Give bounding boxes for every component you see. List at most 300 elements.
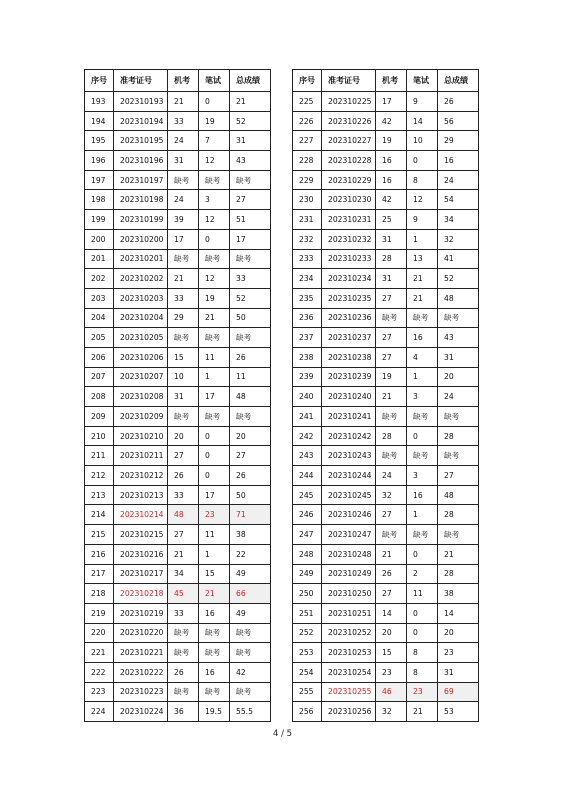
cell-computer-score: 缺考 (376, 308, 407, 328)
cell-computer-score: 27 (168, 446, 199, 466)
cell-ticket-number: 202310216 (114, 544, 168, 564)
cell-written-score: 缺考 (407, 308, 438, 328)
cell-total-score: 11 (230, 367, 271, 387)
cell-seq: 242 (293, 426, 322, 446)
cell-seq: 256 (293, 702, 322, 722)
cell-written-score: 12 (407, 190, 438, 210)
cell-seq: 233 (293, 249, 322, 269)
cell-written-score: 1 (199, 367, 230, 387)
header-total-score: 总成绩 (438, 70, 479, 92)
cell-written-score: 7 (199, 131, 230, 151)
table-row (293, 269, 479, 289)
cell-computer-score: 27 (376, 505, 407, 525)
cell-written-score: 3 (407, 387, 438, 407)
cell-seq: 253 (293, 643, 322, 663)
cell-total-score: 50 (230, 308, 271, 328)
cell-written-score: 10 (407, 131, 438, 151)
table-row (293, 485, 479, 505)
cell-ticket-number: 202310205 (114, 328, 168, 348)
cell-ticket-number: 202310234 (322, 269, 376, 289)
cell-computer-score: 14 (376, 603, 407, 623)
cell-total-score: 22 (230, 544, 271, 564)
table-row (85, 249, 271, 269)
cell-written-score: 11 (407, 584, 438, 604)
cell-seq: 228 (293, 151, 322, 171)
cell-seq: 235 (293, 288, 322, 308)
cell-total-score: 31 (438, 347, 479, 367)
cell-written-score: 15 (199, 564, 230, 584)
cell-computer-score: 42 (376, 111, 407, 131)
cell-seq: 217 (85, 564, 114, 584)
cell-total-score: 26 (230, 466, 271, 486)
header-seq: 序号 (85, 70, 114, 92)
cell-seq: 214 (85, 505, 114, 525)
cell-computer-score: 33 (168, 111, 199, 131)
cell-ticket-number: 202310199 (114, 210, 168, 230)
cell-ticket-number: 202310213 (114, 485, 168, 505)
table-row (293, 288, 479, 308)
table-row (85, 347, 271, 367)
cell-total-score: 16 (438, 151, 479, 171)
table-row (293, 347, 479, 367)
cell-total-score: 32 (438, 229, 479, 249)
cell-seq: 254 (293, 662, 322, 682)
cell-computer-score: 23 (376, 662, 407, 682)
cell-total-score: 53 (438, 702, 479, 722)
cell-ticket-number: 202310197 (114, 170, 168, 190)
cell-ticket-number: 202310230 (322, 190, 376, 210)
cell-ticket-number: 202310225 (322, 92, 376, 112)
cell-computer-score: 21 (376, 387, 407, 407)
cell-written-score: 12 (199, 269, 230, 289)
cell-seq: 251 (293, 603, 322, 623)
cell-total-score: 43 (230, 151, 271, 171)
cell-total-score: 28 (438, 564, 479, 584)
cell-written-score: 8 (407, 643, 438, 663)
table-row (85, 308, 271, 328)
cell-seq: 223 (85, 682, 114, 702)
cell-ticket-number: 202310196 (114, 151, 168, 171)
table-row (293, 367, 479, 387)
cell-written-score: 16 (199, 662, 230, 682)
table-row (293, 328, 479, 348)
cell-computer-score: 缺考 (168, 249, 199, 269)
cell-total-score: 缺考 (230, 623, 271, 643)
cell-written-score: 19 (199, 111, 230, 131)
table-row (85, 603, 271, 623)
cell-ticket-number: 202310255 (322, 682, 376, 702)
cell-total-score: 26 (438, 92, 479, 112)
cell-total-score: 29 (438, 131, 479, 151)
cell-total-score: 缺考 (230, 407, 271, 427)
cell-ticket-number: 202310227 (322, 131, 376, 151)
cell-seq: 255 (293, 682, 322, 702)
cell-written-score: 13 (407, 249, 438, 269)
cell-total-score: 51 (230, 210, 271, 230)
cell-total-score: 41 (438, 249, 479, 269)
cell-seq: 216 (85, 544, 114, 564)
cell-ticket-number: 202310249 (322, 564, 376, 584)
cell-computer-score: 29 (168, 308, 199, 328)
cell-seq: 227 (293, 131, 322, 151)
cell-seq: 211 (85, 446, 114, 466)
cell-ticket-number: 202310200 (114, 229, 168, 249)
cell-seq: 230 (293, 190, 322, 210)
cell-computer-score: 19 (376, 131, 407, 151)
cell-ticket-number: 202310231 (322, 210, 376, 230)
cell-written-score: 16 (199, 603, 230, 623)
cell-written-score: 11 (199, 347, 230, 367)
table-row (85, 623, 271, 643)
cell-computer-score: 27 (168, 525, 199, 545)
cell-seq: 245 (293, 485, 322, 505)
cell-total-score: 50 (230, 485, 271, 505)
cell-ticket-number: 202310226 (322, 111, 376, 131)
cell-seq: 210 (85, 426, 114, 446)
table-row (293, 564, 479, 584)
table-row (85, 407, 271, 427)
cell-written-score: 1 (199, 544, 230, 564)
table-row (293, 151, 479, 171)
cell-ticket-number: 202310239 (322, 367, 376, 387)
cell-ticket-number: 202310211 (114, 446, 168, 466)
cell-total-score: 48 (438, 485, 479, 505)
cell-ticket-number: 202310252 (322, 623, 376, 643)
cell-total-score: 14 (438, 603, 479, 623)
table-row (293, 229, 479, 249)
cell-seq: 199 (85, 210, 114, 230)
table-row (293, 544, 479, 564)
cell-written-score: 21 (407, 269, 438, 289)
cell-total-score: 缺考 (438, 525, 479, 545)
cell-written-score: 0 (199, 446, 230, 466)
cell-total-score: 54 (438, 190, 479, 210)
table-row (85, 229, 271, 249)
cell-ticket-number: 202310243 (322, 446, 376, 466)
cell-seq: 240 (293, 387, 322, 407)
cell-ticket-number: 202310203 (114, 288, 168, 308)
cell-computer-score: 10 (168, 367, 199, 387)
table-row (85, 702, 271, 722)
header-computer-exam: 机考 (168, 70, 199, 92)
cell-ticket-number: 202310253 (322, 643, 376, 663)
cell-seq: 244 (293, 466, 322, 486)
cell-computer-score: 缺考 (376, 407, 407, 427)
table-row (85, 564, 271, 584)
cell-computer-score: 36 (168, 702, 199, 722)
cell-computer-score: 46 (376, 682, 407, 702)
cell-ticket-number: 202310247 (322, 525, 376, 545)
table-row (85, 92, 271, 112)
cell-written-score: 0 (407, 426, 438, 446)
cell-computer-score: 25 (376, 210, 407, 230)
table-row (293, 682, 479, 702)
cell-total-score: 20 (438, 367, 479, 387)
cell-computer-score: 24 (168, 190, 199, 210)
table-row (85, 131, 271, 151)
cell-ticket-number: 202310220 (114, 623, 168, 643)
cell-ticket-number: 202310219 (114, 603, 168, 623)
cell-computer-score: 33 (168, 603, 199, 623)
cell-ticket-number: 202310236 (322, 308, 376, 328)
cell-total-score: 42 (230, 662, 271, 682)
cell-written-score: 2 (407, 564, 438, 584)
cell-total-score: 55.5 (230, 702, 271, 722)
cell-written-score: 缺考 (199, 170, 230, 190)
cell-total-score: 21 (230, 92, 271, 112)
cell-seq: 194 (85, 111, 114, 131)
cell-written-score: 缺考 (407, 446, 438, 466)
table-row (293, 131, 479, 151)
cell-computer-score: 24 (168, 131, 199, 151)
cell-total-score: 缺考 (230, 328, 271, 348)
table-row (85, 426, 271, 446)
cell-written-score: 0 (199, 92, 230, 112)
cell-computer-score: 31 (376, 229, 407, 249)
cell-ticket-number: 202310235 (322, 288, 376, 308)
cell-seq: 197 (85, 170, 114, 190)
cell-seq: 201 (85, 249, 114, 269)
cell-computer-score: 27 (376, 347, 407, 367)
cell-seq: 213 (85, 485, 114, 505)
cell-written-score: 缺考 (199, 643, 230, 663)
cell-computer-score: 缺考 (168, 407, 199, 427)
cell-total-score: 缺考 (230, 170, 271, 190)
cell-computer-score: 17 (168, 229, 199, 249)
table-row (85, 584, 271, 604)
cell-seq: 238 (293, 347, 322, 367)
cell-total-score: 26 (230, 347, 271, 367)
cell-computer-score: 27 (376, 328, 407, 348)
cell-written-score: 12 (199, 210, 230, 230)
cell-total-score: 49 (230, 564, 271, 584)
cell-ticket-number: 202310217 (114, 564, 168, 584)
cell-written-score: 0 (407, 151, 438, 171)
cell-total-score: 71 (230, 505, 271, 525)
cell-computer-score: 缺考 (376, 525, 407, 545)
cell-ticket-number: 202310198 (114, 190, 168, 210)
cell-seq: 250 (293, 584, 322, 604)
table-row (85, 111, 271, 131)
table-row (293, 446, 479, 466)
cell-written-score: 21 (199, 308, 230, 328)
cell-seq: 202 (85, 269, 114, 289)
cell-computer-score: 17 (376, 92, 407, 112)
cell-written-score: 23 (199, 505, 230, 525)
cell-ticket-number: 202310221 (114, 643, 168, 663)
table-row (85, 190, 271, 210)
cell-ticket-number: 202310244 (322, 466, 376, 486)
cell-ticket-number: 202310210 (114, 426, 168, 446)
cell-ticket-number: 202310250 (322, 584, 376, 604)
cell-written-score: 缺考 (199, 328, 230, 348)
cell-total-score: 缺考 (438, 446, 479, 466)
cell-ticket-number: 202310214 (114, 505, 168, 525)
page-number: 4 / 5 (272, 729, 293, 739)
cell-total-score: 28 (438, 505, 479, 525)
cell-ticket-number: 202310228 (322, 151, 376, 171)
cell-computer-score: 32 (376, 485, 407, 505)
cell-computer-score: 27 (376, 584, 407, 604)
cell-written-score: 缺考 (199, 682, 230, 702)
cell-seq: 195 (85, 131, 114, 151)
cell-seq: 198 (85, 190, 114, 210)
table-row (85, 367, 271, 387)
table-row (293, 249, 479, 269)
cell-seq: 193 (85, 92, 114, 112)
cell-total-score: 20 (230, 426, 271, 446)
cell-ticket-number: 202310245 (322, 485, 376, 505)
cell-computer-score: 缺考 (168, 328, 199, 348)
table-row (85, 525, 271, 545)
cell-seq: 248 (293, 544, 322, 564)
table-row (85, 466, 271, 486)
cell-written-score: 1 (407, 505, 438, 525)
cell-seq: 203 (85, 288, 114, 308)
cell-seq: 208 (85, 387, 114, 407)
table-row (85, 682, 271, 702)
cell-written-score: 0 (199, 466, 230, 486)
cell-total-score: 31 (230, 131, 271, 151)
cell-seq: 215 (85, 525, 114, 545)
cell-ticket-number: 202310207 (114, 367, 168, 387)
table-row (293, 603, 479, 623)
cell-total-score: 38 (438, 584, 479, 604)
table-row (85, 269, 271, 289)
table-row (85, 505, 271, 525)
cell-computer-score: 15 (168, 347, 199, 367)
cell-seq: 225 (293, 92, 322, 112)
cell-written-score: 缺考 (407, 525, 438, 545)
cell-total-score: 69 (438, 682, 479, 702)
cell-ticket-number: 202310215 (114, 525, 168, 545)
cell-computer-score: 32 (376, 702, 407, 722)
cell-total-score: 43 (438, 328, 479, 348)
cell-total-score: 24 (438, 387, 479, 407)
cell-ticket-number: 202310194 (114, 111, 168, 131)
cell-total-score: 33 (230, 269, 271, 289)
cell-seq: 231 (293, 210, 322, 230)
cell-seq: 226 (293, 111, 322, 131)
cell-seq: 220 (85, 623, 114, 643)
cell-total-score: 21 (438, 544, 479, 564)
cell-seq: 219 (85, 603, 114, 623)
cell-computer-score: 28 (376, 426, 407, 446)
cell-ticket-number: 202310237 (322, 328, 376, 348)
cell-seq: 234 (293, 269, 322, 289)
cell-written-score: 16 (407, 485, 438, 505)
header-total-score: 总成绩 (230, 70, 271, 92)
cell-written-score: 17 (199, 387, 230, 407)
cell-computer-score: 16 (376, 151, 407, 171)
cell-seq: 224 (85, 702, 114, 722)
table-row (293, 702, 479, 722)
table-row (85, 544, 271, 564)
cell-seq: 205 (85, 328, 114, 348)
table-row (293, 466, 479, 486)
cell-written-score: 9 (407, 210, 438, 230)
table-row (85, 485, 271, 505)
cell-ticket-number: 202310224 (114, 702, 168, 722)
cell-seq: 200 (85, 229, 114, 249)
score-table-right (292, 69, 479, 722)
header-written-exam: 笔试 (407, 70, 438, 92)
cell-seq: 209 (85, 407, 114, 427)
cell-written-score: 16 (407, 328, 438, 348)
cell-total-score: 24 (438, 170, 479, 190)
cell-total-score: 缺考 (438, 308, 479, 328)
cell-ticket-number: 202310204 (114, 308, 168, 328)
cell-seq: 237 (293, 328, 322, 348)
table-row (293, 387, 479, 407)
cell-ticket-number: 202310223 (114, 682, 168, 702)
cell-seq: 204 (85, 308, 114, 328)
cell-seq: 252 (293, 623, 322, 643)
cell-written-score: 19 (199, 288, 230, 308)
table-row (293, 92, 479, 112)
score-table-left (84, 69, 271, 722)
cell-ticket-number: 202310240 (322, 387, 376, 407)
cell-total-score: 52 (438, 269, 479, 289)
cell-ticket-number: 202310222 (114, 662, 168, 682)
cell-computer-score: 缺考 (168, 682, 199, 702)
cell-total-score: 27 (438, 466, 479, 486)
cell-computer-score: 20 (376, 623, 407, 643)
cell-total-score: 28 (438, 426, 479, 446)
cell-seq: 241 (293, 407, 322, 427)
cell-ticket-number: 202310212 (114, 466, 168, 486)
table-row (293, 111, 479, 131)
table-row (85, 328, 271, 348)
table-row (293, 170, 479, 190)
header-written-exam: 笔试 (199, 70, 230, 92)
cell-seq: 232 (293, 229, 322, 249)
header-ticket-number: 准考证号 (114, 70, 168, 92)
cell-seq: 243 (293, 446, 322, 466)
cell-seq: 212 (85, 466, 114, 486)
cell-computer-score: 24 (376, 466, 407, 486)
cell-written-score: 3 (199, 190, 230, 210)
table-row (293, 643, 479, 663)
cell-written-score: 1 (407, 367, 438, 387)
cell-ticket-number: 202310209 (114, 407, 168, 427)
cell-ticket-number: 202310206 (114, 347, 168, 367)
cell-ticket-number: 202310202 (114, 269, 168, 289)
cell-total-score: 49 (230, 603, 271, 623)
table-header-row (293, 70, 479, 92)
cell-total-score: 66 (230, 584, 271, 604)
cell-computer-score: 39 (168, 210, 199, 230)
cell-written-score: 8 (407, 170, 438, 190)
cell-seq: 206 (85, 347, 114, 367)
cell-ticket-number: 202310208 (114, 387, 168, 407)
cell-computer-score: 31 (376, 269, 407, 289)
cell-ticket-number: 202310242 (322, 426, 376, 446)
cell-seq: 249 (293, 564, 322, 584)
cell-total-score: 缺考 (230, 682, 271, 702)
cell-computer-score: 21 (168, 92, 199, 112)
cell-ticket-number: 202310201 (114, 249, 168, 269)
table-row (293, 662, 479, 682)
cell-computer-score: 28 (376, 249, 407, 269)
cell-total-score: 38 (230, 525, 271, 545)
cell-written-score: 0 (199, 426, 230, 446)
cell-total-score: 56 (438, 111, 479, 131)
table-row (85, 387, 271, 407)
cell-seq: 222 (85, 662, 114, 682)
table-row (85, 662, 271, 682)
cell-seq: 196 (85, 151, 114, 171)
